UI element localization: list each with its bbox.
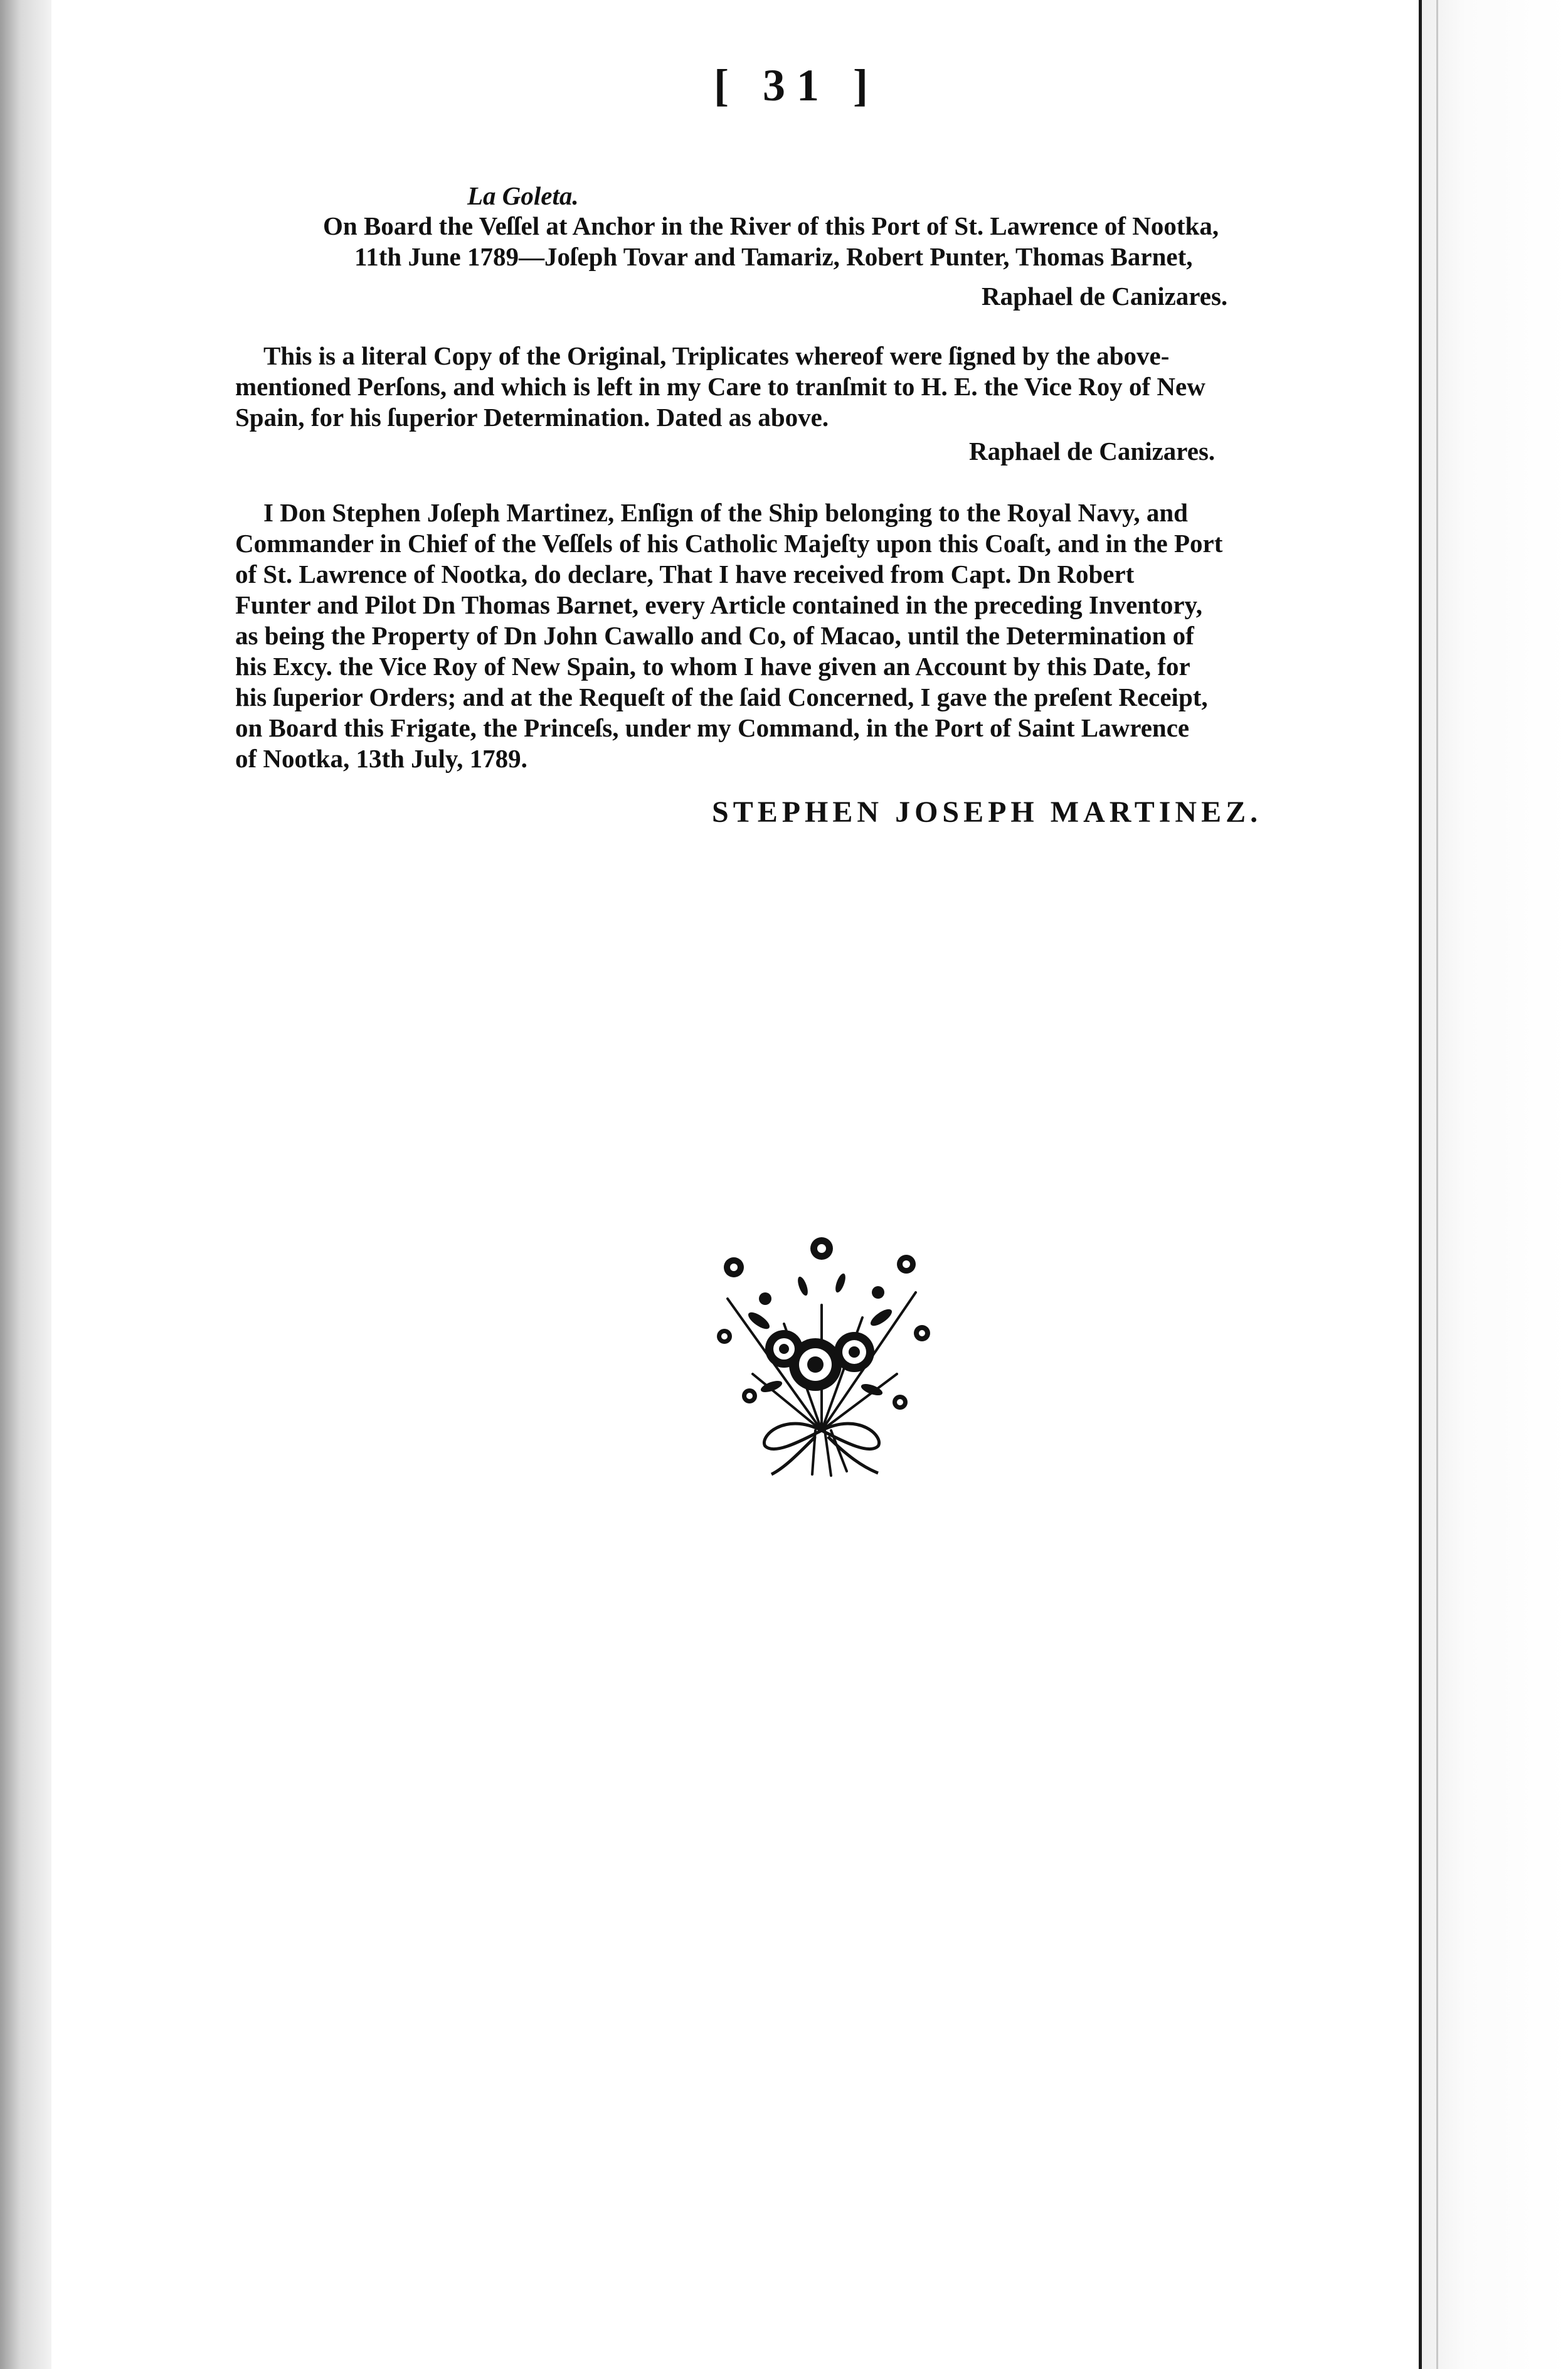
scan-left-edge xyxy=(0,0,51,2369)
declaration-line-4: Funter and Pilot Dn Thomas Barnet, every Article contained in the preceding Inventory, xyxy=(235,590,1203,619)
copy-note-signer: Raphael de Canizares. xyxy=(969,437,1216,466)
certificate-line-2: 11th June 1789—Joſeph Tovar and Tamariz, Robert Punter, Thomas Barnet, xyxy=(354,242,1193,271)
copy-note-line-2: mentioned Perſons, and which is left in my Care to tranſmit to H. E. the Vice Roy of New xyxy=(235,372,1205,401)
copy-note-line-1: This is a literal Copy of the Original, Triplicates whereof were ſigned by the above- xyxy=(263,341,1170,370)
copy-note-line-3: Spain, for his ſuperior Determination. Dated as above. xyxy=(235,403,829,432)
facing-page-fold xyxy=(1436,0,1438,2369)
declaration-line-8: on Board this Frigate, the Princeſs, under my Command, in the Port of Saint Lawrence xyxy=(235,713,1190,742)
declaration-line-7: his ſuperior Orders; and at the Requeſt of the ſaid Concerned, I gave the preſent Receipt, xyxy=(235,683,1208,711)
floral-bouquet-icon xyxy=(690,1230,953,1481)
page-number: [ 31 ] xyxy=(714,60,879,110)
facing-page xyxy=(1422,0,1568,2369)
declaration-line-2: Commander in Chief of the Veſſels of his Catholic Majeſty upon this Coaſt, and in the Port xyxy=(235,529,1223,558)
declaration-line-6: his Excy. the Vice Roy of New Spain, to whom I have given an Account by this Date, for xyxy=(235,652,1190,681)
signature: STEPHEN JOSEPH MARTINEZ. xyxy=(712,796,1263,829)
declaration-line-9: of Nootka, 13th July, 1789. xyxy=(235,744,527,773)
declaration-line-3: of St. Lawrence of Nootka, do declare, That I have received from Capt. Dn Robert xyxy=(235,560,1135,588)
declaration-line-1: I Don Stephen Joſeph Martinez, Enſign of the Ship belonging to the Royal Navy, and xyxy=(263,498,1188,527)
heading: La Goleta. xyxy=(467,181,579,210)
declaration-line-5: as being the Property of Dn John Cawallo and Co, of Macao, until the Determination of xyxy=(235,621,1194,650)
certificate-line-1: On Board the Veſſel at Anchor in the River of this Port of St. Lawrence of Nootka, xyxy=(323,211,1219,240)
certificate-signer: Raphael de Canizares. xyxy=(982,282,1228,311)
